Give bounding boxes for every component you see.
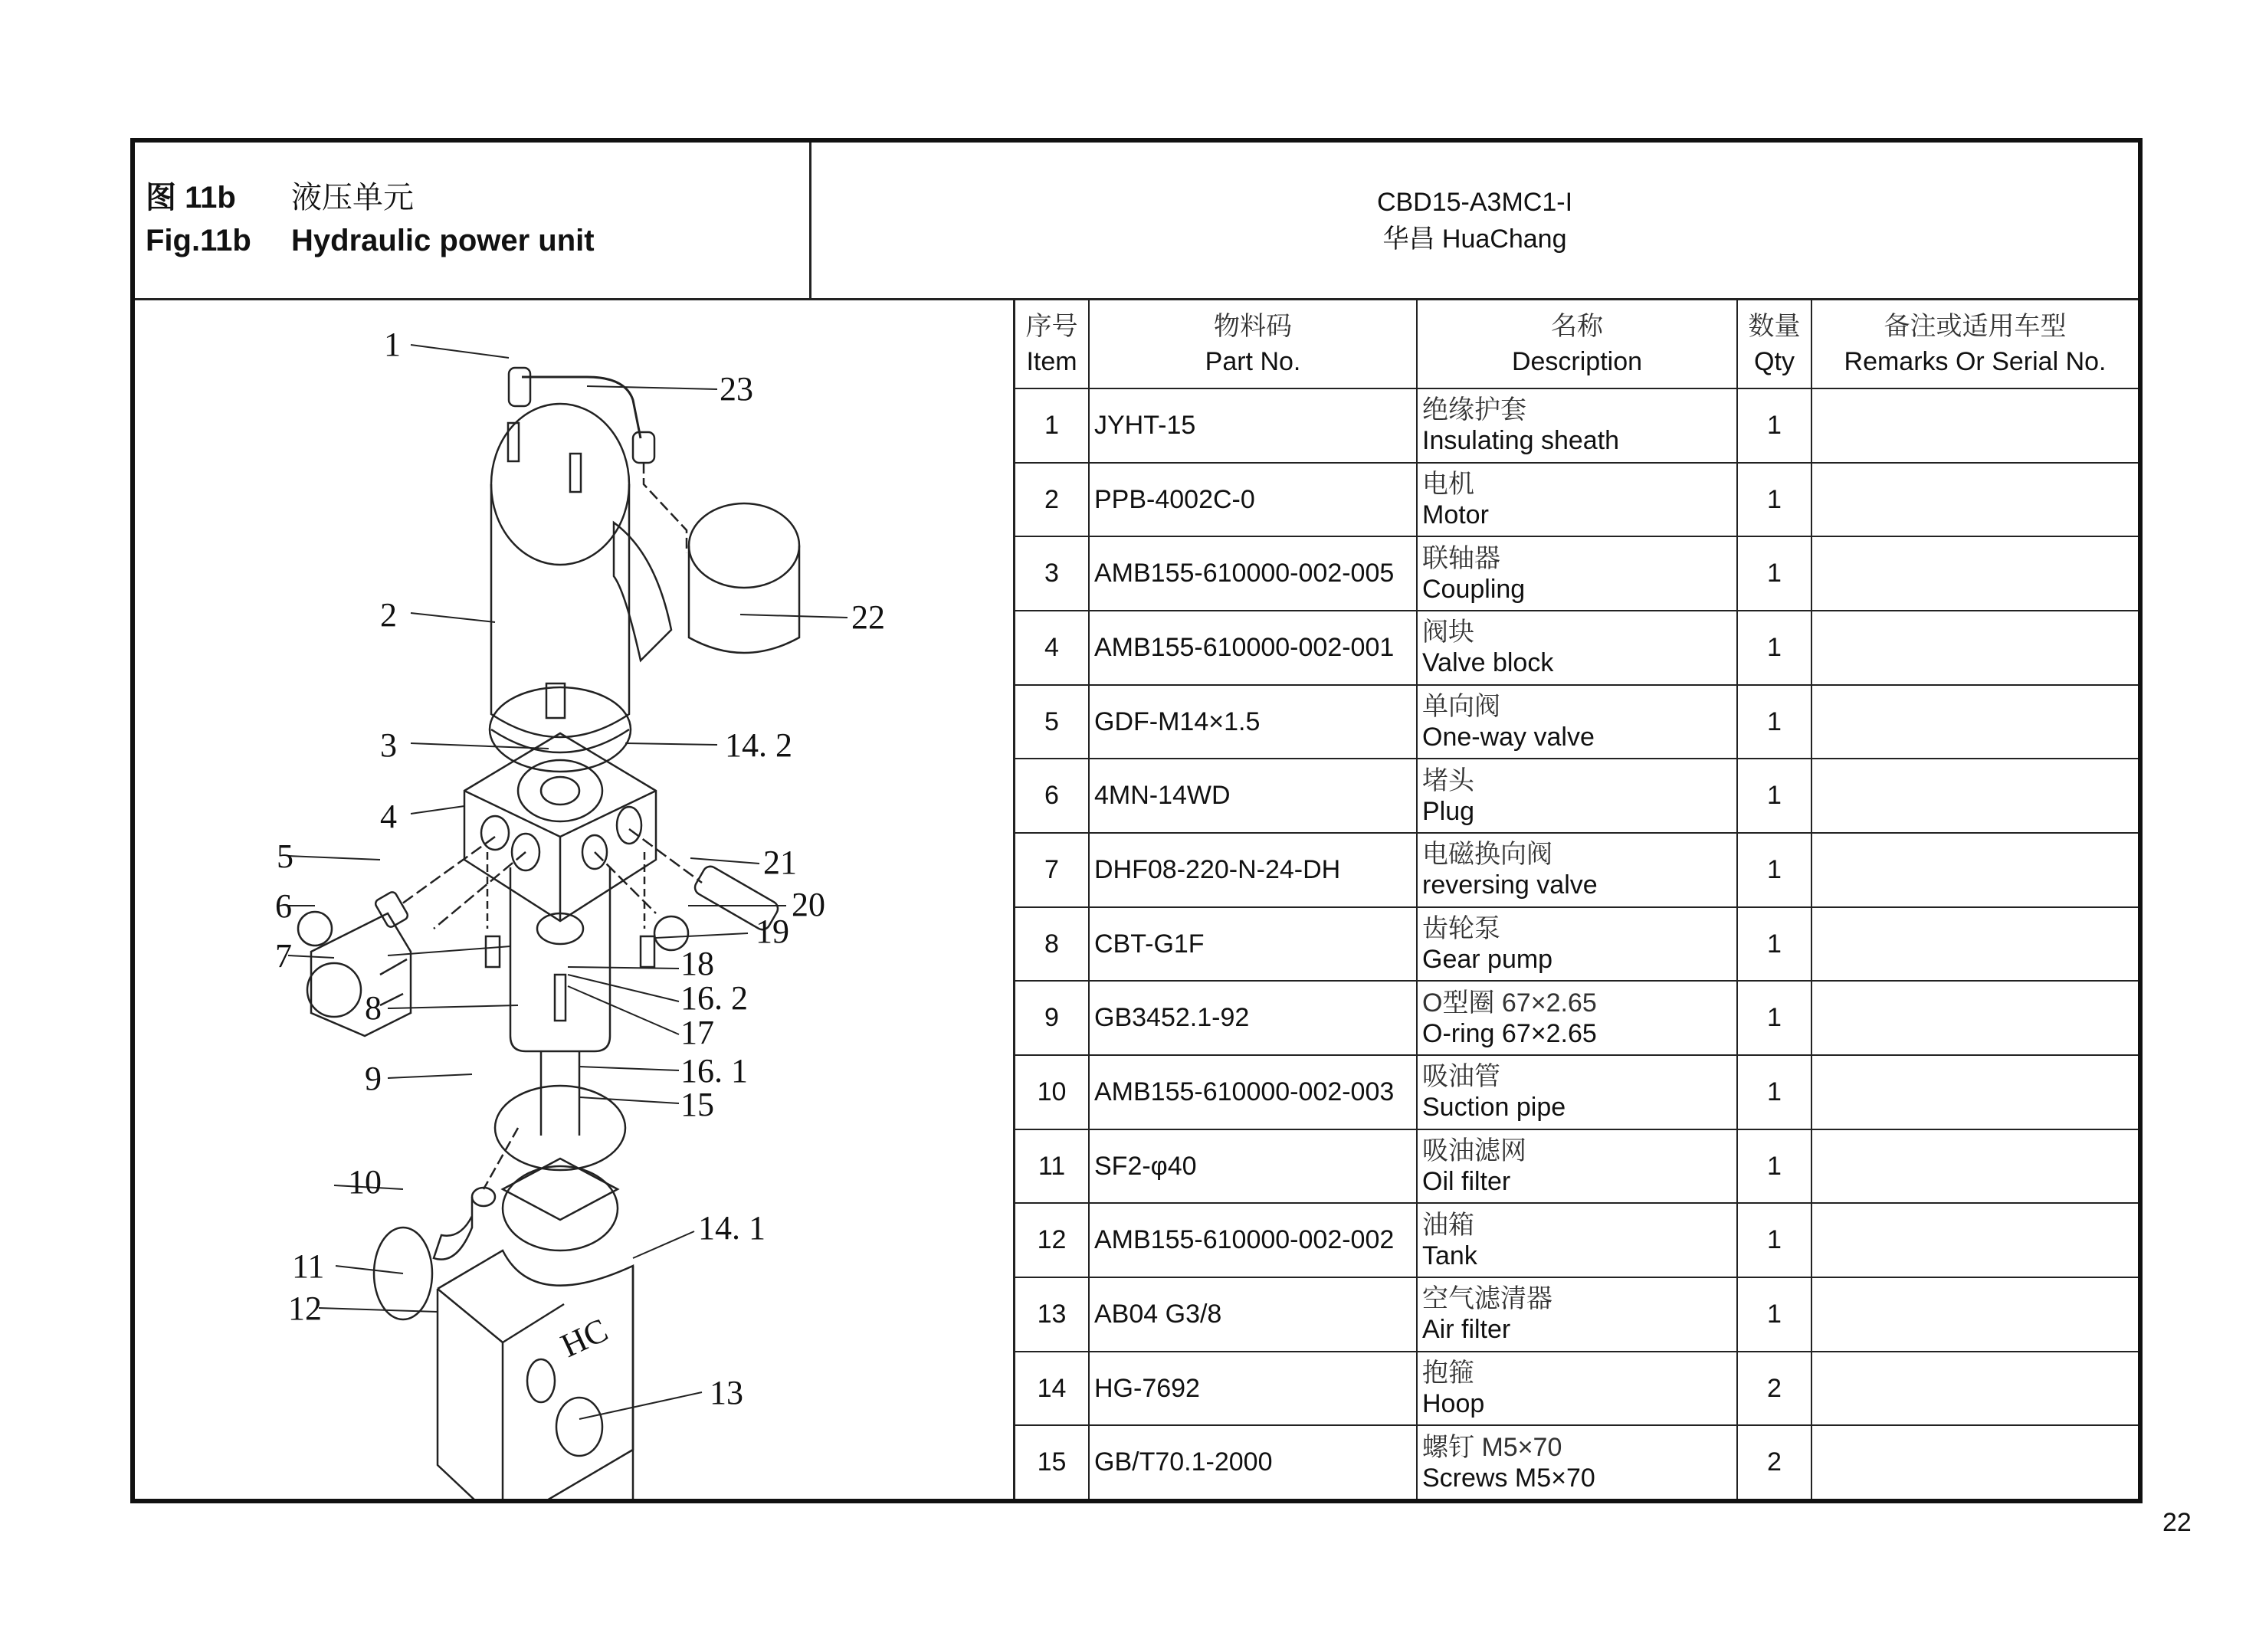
description-zh: 绝缘护套 (1422, 395, 1526, 425)
item-number: 10 (1015, 1055, 1089, 1129)
table-row (1015, 759, 2138, 833)
part-number: SF2-φ40 (1089, 1129, 1417, 1204)
quantity: 1 (1737, 1203, 1811, 1277)
svg-text:16. 2: 16. 2 (680, 979, 748, 1017)
remarks (1811, 1277, 2138, 1352)
quantity: 1 (1737, 981, 1811, 1055)
quantity: 1 (1737, 611, 1811, 685)
page-frame (130, 138, 2143, 1503)
item-number: 4 (1015, 611, 1089, 685)
description-zh: 抱箍 (1422, 1359, 1474, 1388)
part-number: CBT-G1F (1089, 907, 1417, 982)
quantity: 1 (1737, 388, 1811, 463)
svg-text:18: 18 (680, 945, 714, 982)
description-zh: 电磁换向阀 (1422, 840, 1552, 870)
table-header-row (1015, 300, 2138, 388)
figure-title-en: Hydraulic power unit (291, 224, 595, 257)
column-header-qty: 数量 Qty (1737, 300, 1811, 388)
remarks (1811, 907, 2138, 982)
remarks (1811, 833, 2138, 907)
description-en: Air filter (1422, 1315, 1511, 1345)
description (1417, 759, 1737, 833)
description-zh: 电机 (1422, 470, 1474, 499)
part-number: PPB-4002C-0 (1089, 463, 1417, 537)
part-number: AMB155-610000-002-003 (1089, 1055, 1417, 1129)
description-zh: 螺钉 M5×70 (1422, 1432, 1562, 1462)
svg-text:6: 6 (275, 887, 292, 925)
svg-text:21: 21 (763, 844, 797, 881)
description-zh: 吸油管 (1422, 1062, 1500, 1092)
svg-text:20: 20 (792, 886, 825, 923)
svg-text:12: 12 (288, 1290, 322, 1327)
svg-text:11: 11 (292, 1247, 325, 1285)
description (1417, 907, 1737, 982)
quantity: 1 (1737, 685, 1811, 759)
description (1417, 1055, 1737, 1129)
svg-text:23: 23 (720, 370, 753, 408)
part-number: HG-7692 (1089, 1352, 1417, 1426)
remarks (1811, 388, 2138, 463)
svg-text:8: 8 (365, 989, 382, 1027)
svg-text:7: 7 (275, 937, 292, 975)
figure-number-en: Fig.11b (146, 224, 251, 257)
quantity: 1 (1737, 1129, 1811, 1204)
remarks (1811, 1352, 2138, 1426)
item-number: 7 (1015, 833, 1089, 907)
table-row (1015, 833, 2138, 907)
description (1417, 1129, 1737, 1204)
quantity: 1 (1737, 463, 1811, 537)
svg-text:16. 1: 16. 1 (680, 1052, 748, 1090)
description (1417, 1425, 1737, 1499)
part-number: JYHT-15 (1089, 388, 1417, 463)
table-row (1015, 463, 2138, 537)
column-header-item: 序号 Item (1015, 300, 1089, 388)
hydraulic-unit-diagram (135, 300, 1013, 1499)
remarks (1811, 981, 2138, 1055)
table-row (1015, 1425, 2138, 1499)
svg-text:14. 2: 14. 2 (725, 726, 792, 764)
table-row (1015, 907, 2138, 982)
part-number: GB/T70.1-2000 (1089, 1425, 1417, 1499)
tank-marking: HC (555, 1310, 614, 1365)
description-zh: 齿轮泵 (1422, 914, 1500, 944)
part-number: 4MN-14WD (1089, 759, 1417, 833)
description-en: Hoop (1422, 1389, 1485, 1419)
svg-text:10: 10 (348, 1163, 382, 1201)
table-row (1015, 1352, 2138, 1426)
table-row (1015, 1203, 2138, 1277)
parts-table (1015, 300, 2138, 1499)
description (1417, 388, 1737, 463)
part-number: DHF08-220-N-24-DH (1089, 833, 1417, 907)
remarks (1811, 611, 2138, 685)
quantity: 1 (1737, 1277, 1811, 1352)
item-number: 9 (1015, 981, 1089, 1055)
description (1417, 463, 1737, 537)
description (1417, 1277, 1737, 1352)
description-zh: O型圈 67×2.65 (1422, 988, 1597, 1018)
remarks (1811, 536, 2138, 611)
brand-name: 华昌 HuaChang (1382, 224, 1567, 254)
item-number: 8 (1015, 907, 1089, 982)
description-en: Insulating sheath (1422, 426, 1620, 456)
description (1417, 611, 1737, 685)
description-en: Plug (1422, 796, 1475, 826)
item-number: 14 (1015, 1352, 1089, 1426)
svg-text:4: 4 (380, 798, 397, 835)
description-en: Gear pump (1422, 945, 1553, 975)
svg-text:17: 17 (680, 1014, 714, 1051)
svg-text:19: 19 (756, 913, 789, 950)
description-zh: 单向阀 (1422, 692, 1500, 722)
model-info (811, 143, 2138, 298)
part-number: GDF-M14×1.5 (1089, 685, 1417, 759)
item-number: 15 (1015, 1425, 1089, 1499)
part-number: AMB155-610000-002-005 (1089, 536, 1417, 611)
remarks (1811, 1129, 2138, 1204)
table-row (1015, 1055, 2138, 1129)
parts-table-container (1013, 300, 2138, 1499)
item-number: 6 (1015, 759, 1089, 833)
table-row (1015, 1277, 2138, 1352)
svg-text:2: 2 (380, 596, 397, 634)
column-header-description: 名称 Description (1417, 300, 1737, 388)
description (1417, 536, 1737, 611)
description (1417, 685, 1737, 759)
item-number: 11 (1015, 1129, 1089, 1204)
table-row (1015, 536, 2138, 611)
quantity: 1 (1737, 1055, 1811, 1129)
description-zh: 堵头 (1422, 765, 1474, 795)
description-en: Motor (1422, 500, 1489, 529)
remarks (1811, 759, 2138, 833)
table-row (1015, 685, 2138, 759)
remarks (1811, 685, 2138, 759)
remarks (1811, 1203, 2138, 1277)
quantity: 2 (1737, 1425, 1811, 1499)
page-number: 22 (2162, 1508, 2192, 1537)
quantity: 1 (1737, 907, 1811, 982)
part-number: AMB155-610000-002-001 (1089, 611, 1417, 685)
description-en: Screws M5×70 (1422, 1463, 1595, 1493)
item-number: 5 (1015, 685, 1089, 759)
figure-title (146, 173, 595, 274)
item-number: 13 (1015, 1277, 1089, 1352)
description (1417, 833, 1737, 907)
svg-text:14. 1: 14. 1 (698, 1209, 766, 1247)
description-zh: 吸油滤网 (1422, 1136, 1526, 1166)
svg-text:1: 1 (384, 326, 401, 363)
svg-text:15: 15 (680, 1086, 714, 1123)
description-en: One-way valve (1422, 723, 1595, 752)
description-zh: 空气滤清器 (1422, 1284, 1552, 1314)
description (1417, 1352, 1737, 1426)
figure-title-zh: 液压单元 (291, 181, 414, 215)
remarks (1811, 1425, 2138, 1499)
part-number: AMB155-610000-002-002 (1089, 1203, 1417, 1277)
part-number: GB3452.1-92 (1089, 981, 1417, 1055)
table-row (1015, 388, 2138, 463)
item-number: 2 (1015, 463, 1089, 537)
description-en: reversing valve (1422, 870, 1598, 900)
description-zh: 联轴器 (1422, 543, 1500, 573)
svg-text:3: 3 (380, 726, 397, 764)
column-header-remarks: 备注或适用车型 Remarks Or Serial No. (1811, 300, 2138, 388)
item-number: 12 (1015, 1203, 1089, 1277)
svg-text:22: 22 (851, 598, 885, 636)
remarks (1811, 463, 2138, 537)
description (1417, 1203, 1737, 1277)
table-row (1015, 981, 2138, 1055)
description-zh: 油箱 (1422, 1210, 1474, 1240)
quantity: 2 (1737, 1352, 1811, 1426)
description-en: Suction pipe (1422, 1093, 1566, 1123)
svg-text:9: 9 (365, 1060, 382, 1097)
item-number: 1 (1015, 388, 1089, 463)
item-number: 3 (1015, 536, 1089, 611)
svg-text:5: 5 (277, 837, 293, 875)
description-en: Coupling (1422, 574, 1526, 604)
quantity: 1 (1737, 759, 1811, 833)
figure-number-zh: 图 11b (146, 181, 236, 215)
parts-table-body (1015, 388, 2138, 1499)
svg-text:13: 13 (710, 1374, 743, 1411)
description (1417, 981, 1737, 1055)
exploded-view-drawing (135, 300, 1013, 1499)
description-en: O-ring 67×2.65 (1422, 1018, 1597, 1048)
quantity: 1 (1737, 536, 1811, 611)
quantity: 1 (1737, 833, 1811, 907)
description-zh: 阀块 (1422, 618, 1474, 647)
table-row (1015, 611, 2138, 685)
description-en: Oil filter (1422, 1167, 1511, 1197)
remarks (1811, 1055, 2138, 1129)
description-en: Tank (1422, 1241, 1477, 1270)
table-row (1015, 1129, 2138, 1204)
description-en: Valve block (1422, 648, 1554, 678)
part-number: AB04 G3/8 (1089, 1277, 1417, 1352)
column-header-part-no: 物料码 Part No. (1089, 300, 1417, 388)
model-code: CBD15-A3MC1-I (1376, 187, 1573, 217)
